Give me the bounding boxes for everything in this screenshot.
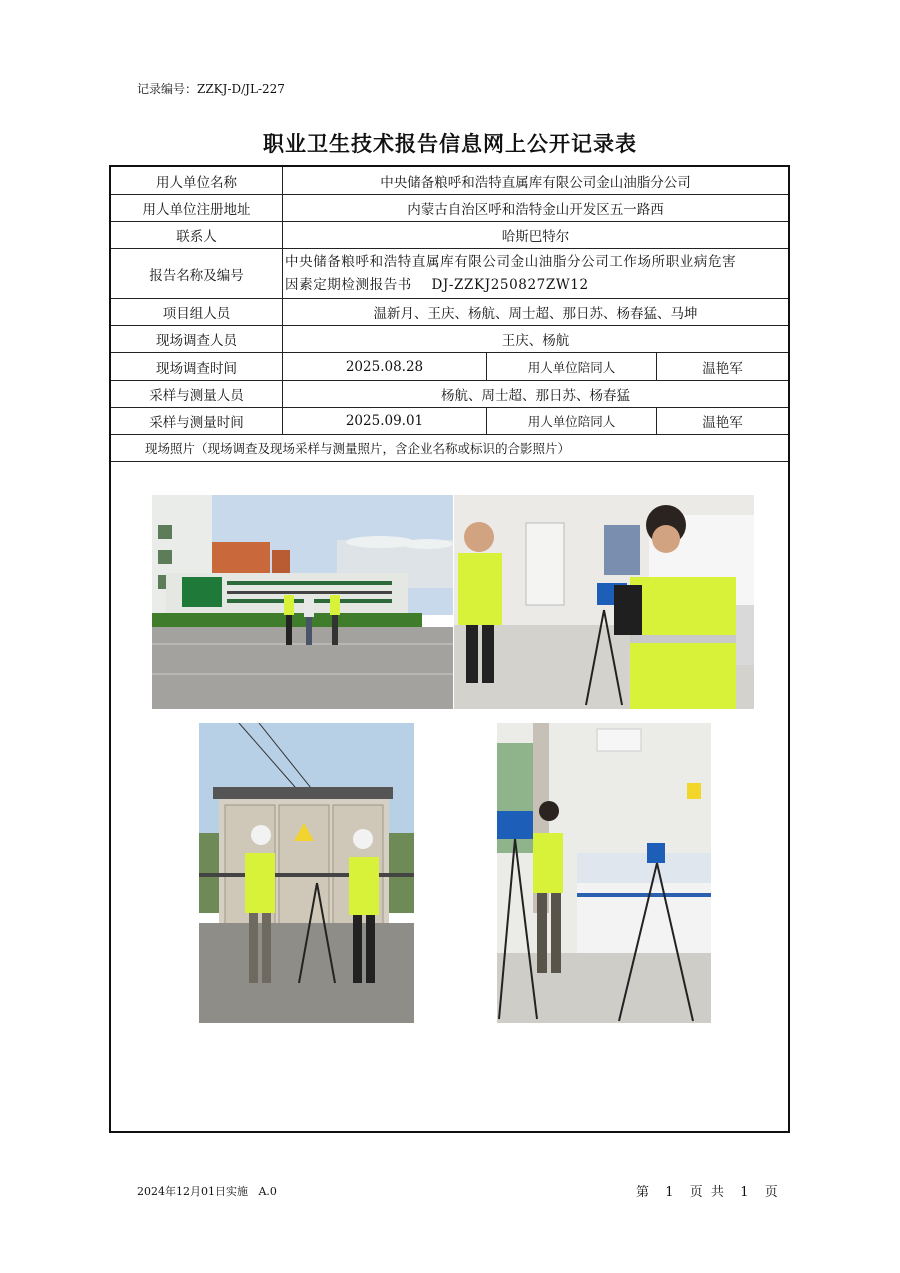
sampling-staff-value: 杨航、周士超、那日苏、杨春猛	[441, 388, 630, 404]
page-title: 职业卫生技术报告信息网上公开记录表	[263, 132, 637, 156]
row-employer-address	[111, 195, 788, 222]
row-survey-staff	[111, 326, 788, 353]
team-value: 温新月、王庆、杨航、周士超、那日苏、杨春猛、马坤	[373, 306, 698, 322]
photo-outdoor-measurement	[199, 723, 414, 1023]
row-team	[111, 299, 788, 326]
footer-effective-date: 2024年12月01日实施 A.0	[137, 1185, 277, 1198]
row-report	[111, 249, 788, 299]
row-employer-name	[111, 167, 788, 195]
sampling-accompany-label: 用人单位陪同人	[487, 408, 657, 434]
row-contact	[111, 222, 788, 249]
record-table	[109, 165, 790, 1133]
report-name-line1: 中央储备粮呼和浩特直属库有限公司金山油脂分公司工作场所职业病危害	[285, 254, 737, 270]
survey-accompany-label: 用人单位陪同人	[487, 353, 657, 380]
photo-indoor-measurement	[454, 495, 754, 709]
row-sampling-time	[111, 408, 788, 435]
employer-name-label: 用人单位名称	[111, 167, 283, 194]
employer-name-value: 中央储备粮呼和浩特直属库有限公司金山油脂分公司	[380, 174, 691, 191]
sampling-time-label: 采样与测量时间	[111, 408, 283, 434]
survey-accompany-value: 温艳军	[702, 360, 743, 377]
sampling-date-value: 2025.09.01	[283, 408, 487, 434]
sampling-staff-label: 采样与测量人员	[111, 381, 283, 407]
photo-lab-measurement	[497, 723, 711, 1023]
survey-staff-value: 王庆、杨航	[501, 333, 570, 349]
footer-page-number: 第 1 页 共 1 页	[636, 1185, 778, 1200]
row-sampling-staff	[111, 381, 788, 408]
survey-staff-label: 现场调查人员	[111, 326, 283, 352]
contact-label: 联系人	[111, 222, 283, 248]
contact-value: 哈斯巴特尔	[501, 229, 570, 245]
photo-caption: 现场照片（现场调查及现场采样与测量照片，含企业名称或标识的合影照片）	[111, 435, 788, 462]
survey-time-label: 现场调查时间	[111, 353, 283, 380]
record-number: 记录编号：ZZKJ-D/JL-227	[137, 82, 285, 96]
employer-address-label: 用人单位注册地址	[111, 195, 283, 221]
sampling-accompany-value: 温艳军	[702, 415, 743, 431]
report-name-line2: 因素定期检测报告书 DJ-ZZKJ250827ZW12	[285, 277, 589, 293]
team-label: 项目组人员	[111, 299, 283, 325]
row-survey-time	[111, 353, 788, 381]
report-label: 报告名称及编号	[111, 249, 283, 298]
employer-address-value: 内蒙古自治区呼和浩特金山开发区五一路西	[407, 202, 664, 218]
photo-company-sign	[152, 495, 453, 709]
report-value	[283, 249, 788, 298]
survey-date-value: 2025.08.28	[283, 353, 487, 380]
